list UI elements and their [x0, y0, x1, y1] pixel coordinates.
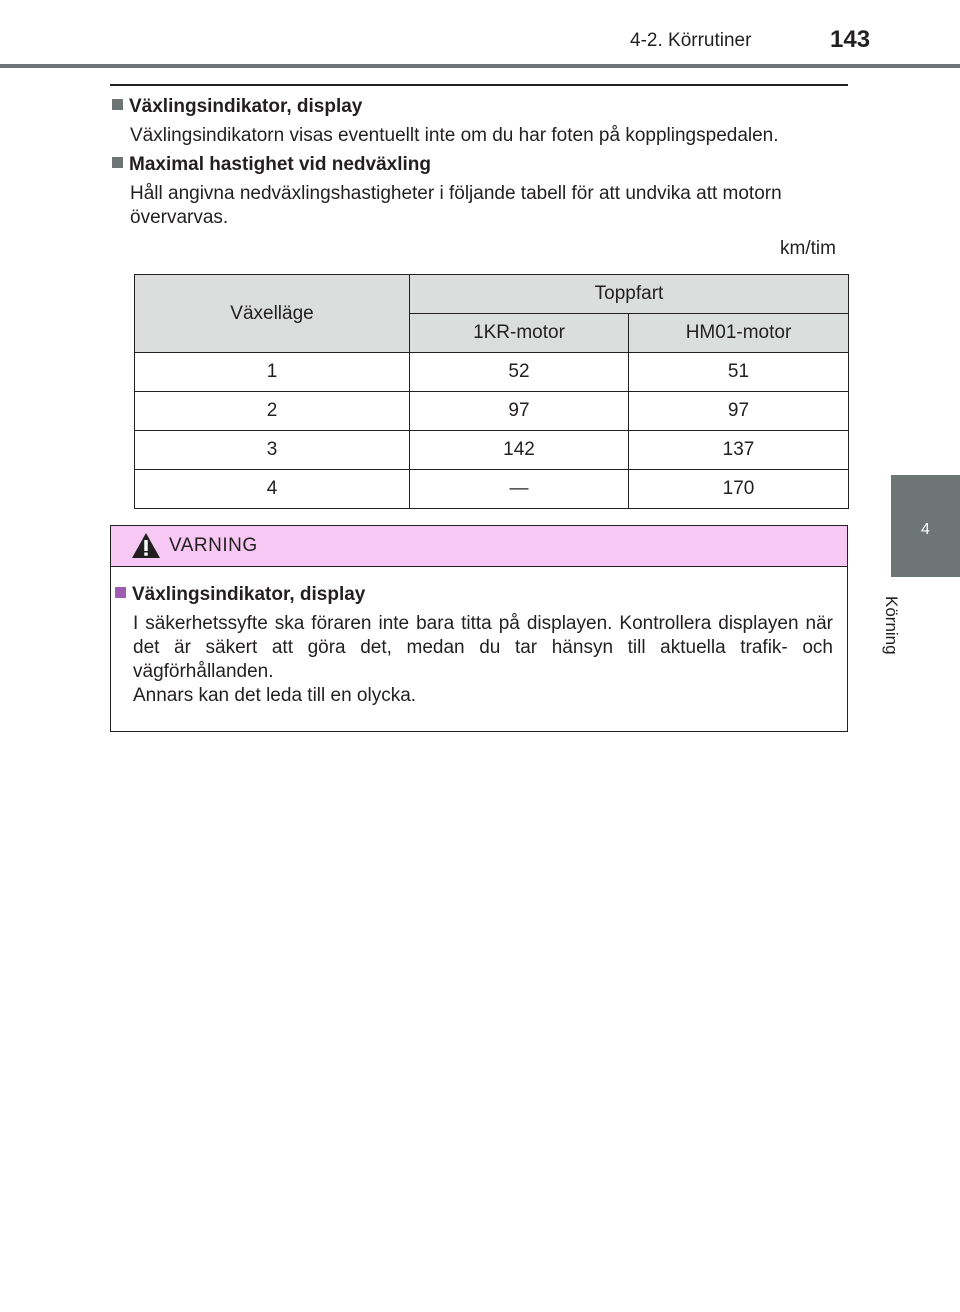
chapter-tab-label	[882, 596, 923, 706]
square-bullet-icon	[112, 157, 123, 168]
cell-gear: 1	[135, 353, 410, 392]
section-heading	[112, 95, 852, 119]
cell-hm01: 137	[629, 431, 849, 470]
chapter-tab[interactable]	[891, 475, 960, 577]
header-gear: Växelläge	[135, 275, 410, 353]
warning-box	[110, 525, 848, 732]
warning-text: I säkerhetssyfte ska föraren inte bara titta på displayen. Kontrollera displayen när det är säkert att göra det, medan du tar hänsyn till aktuella trafik- och vägförhållanden.	[133, 613, 833, 682]
warning-text-2: Annars kan det leda till en olycka.	[133, 685, 417, 706]
table-row	[135, 353, 849, 392]
header-top-speed: Toppfart	[410, 275, 849, 314]
section-shift-indicator	[112, 95, 852, 148]
table-row	[135, 470, 849, 509]
cell-1kr: —	[410, 470, 629, 509]
cell-hm01: 51	[629, 353, 849, 392]
section-body: Växlingsindikatorn visas eventuellt inte om du har foten på kopplingspedalen.	[130, 125, 779, 146]
section-heading-text: Maximal hastighet vid nedväxling	[129, 154, 431, 175]
cell-1kr: 142	[410, 431, 629, 470]
downshift-speed-table	[134, 274, 849, 509]
cell-gear: 4	[135, 470, 410, 509]
section-body: Håll angivna nedväxlingshastigheter i följande tabell för att undvika att motorn övervarvas.	[130, 183, 782, 228]
section-max-downshift-speed	[112, 153, 852, 230]
chapter-section-title: 4-2. Körrutiner	[630, 30, 752, 51]
table-row	[135, 431, 849, 470]
header-engine-1kr: 1KR-motor	[410, 314, 629, 353]
warning-heading	[115, 583, 833, 607]
page-number: 143	[830, 26, 871, 53]
section-heading	[112, 153, 852, 177]
content-top-rule	[110, 84, 848, 86]
header-engine-hm01: HM01-motor	[629, 314, 849, 353]
cell-1kr: 97	[410, 392, 629, 431]
cell-hm01: 97	[629, 392, 849, 431]
warning-body	[115, 583, 833, 708]
cell-1kr: 52	[410, 353, 629, 392]
section-heading-text: Växlingsindikator, display	[129, 96, 363, 117]
square-bullet-icon	[115, 587, 126, 598]
cell-gear: 3	[135, 431, 410, 470]
chapter-tab-label-text: Körning	[882, 596, 901, 655]
warning-header	[111, 526, 847, 567]
square-bullet-icon	[112, 99, 123, 110]
chapter-tab-number: 4	[921, 521, 930, 538]
cell-hm01: 170	[629, 470, 849, 509]
table-row	[135, 392, 849, 431]
table-unit: km/tim	[780, 238, 836, 259]
cell-gear: 2	[135, 392, 410, 431]
warning-title: VARNING	[169, 535, 258, 556]
warning-triangle-icon	[131, 532, 161, 559]
warning-heading-text: Växlingsindikator, display	[132, 584, 366, 605]
header-rule	[0, 64, 960, 68]
